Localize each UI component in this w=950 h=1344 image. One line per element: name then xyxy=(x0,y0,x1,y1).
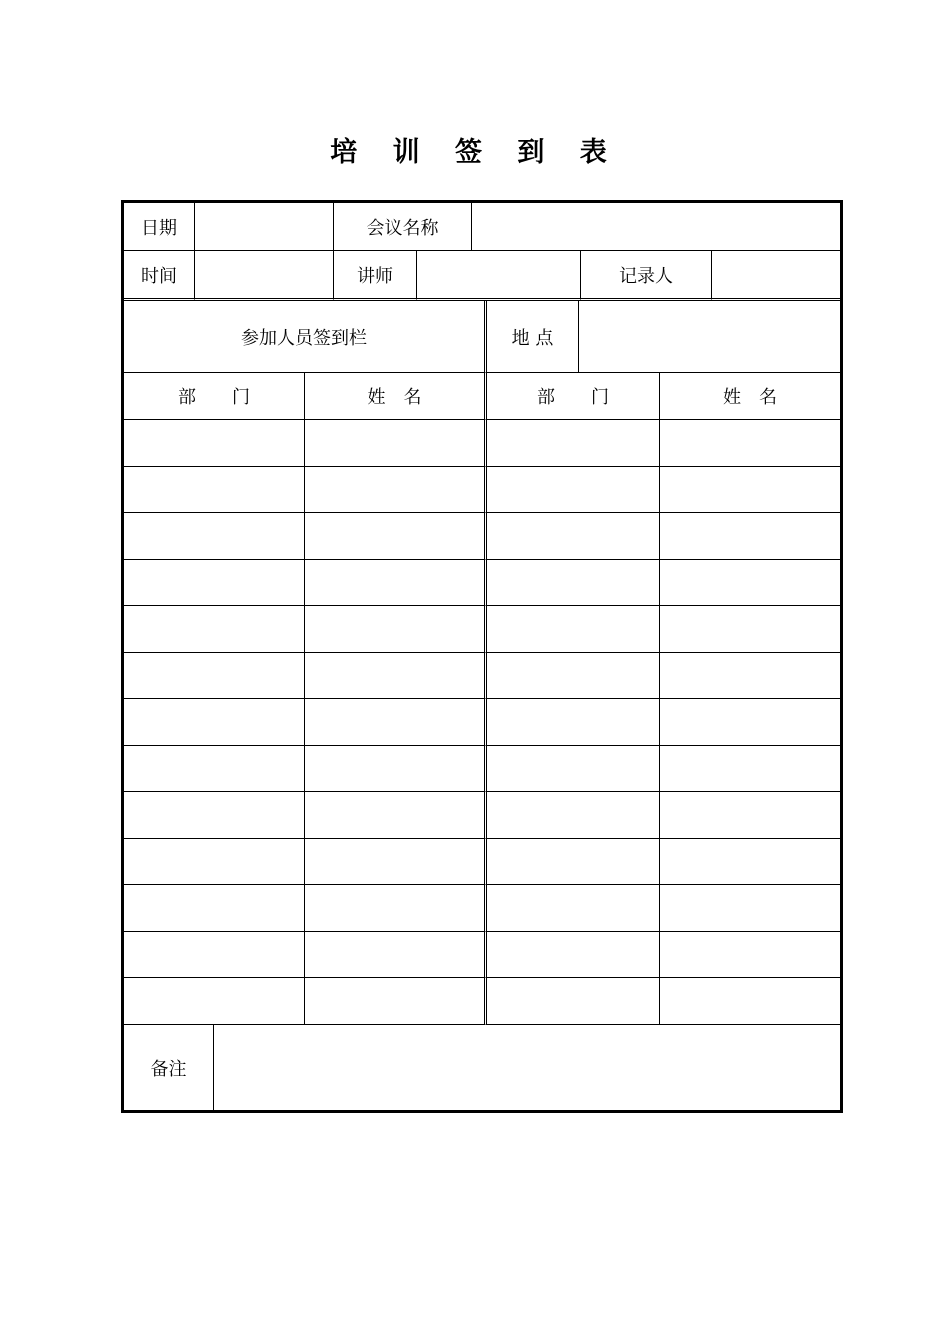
department-cell[interactable] xyxy=(124,885,305,932)
name-cell[interactable] xyxy=(660,885,840,932)
remarks-label: 备注 xyxy=(124,1025,214,1110)
department-cell[interactable] xyxy=(124,839,305,886)
department-cell[interactable] xyxy=(124,792,305,839)
department-cell[interactable] xyxy=(124,932,305,979)
name-cell[interactable] xyxy=(660,746,840,793)
department-cell[interactable] xyxy=(487,792,660,839)
name-cell[interactable] xyxy=(660,560,840,607)
department-cell[interactable] xyxy=(487,839,660,886)
recorder-field[interactable] xyxy=(712,251,840,301)
attendance-header: 参加人员签到栏 xyxy=(124,301,487,373)
column-header-name: 姓 名 xyxy=(305,373,487,420)
name-cell[interactable] xyxy=(660,932,840,979)
remarks-field[interactable] xyxy=(214,1025,840,1110)
department-cell[interactable] xyxy=(487,932,660,979)
lecturer-label: 讲师 xyxy=(334,251,417,301)
department-cell[interactable] xyxy=(124,699,305,746)
name-cell[interactable] xyxy=(305,606,487,653)
meeting-name-label: 会议名称 xyxy=(334,203,472,251)
name-cell[interactable] xyxy=(305,932,487,979)
meeting-name-field[interactable] xyxy=(472,203,840,251)
lecturer-field[interactable] xyxy=(417,251,581,301)
name-cell[interactable] xyxy=(305,653,487,700)
sign-in-form xyxy=(121,200,843,1113)
department-cell[interactable] xyxy=(487,653,660,700)
department-cell[interactable] xyxy=(487,606,660,653)
date-label: 日期 xyxy=(124,203,195,251)
name-cell[interactable] xyxy=(305,420,487,467)
department-cell[interactable] xyxy=(124,653,305,700)
name-cell[interactable] xyxy=(660,978,840,1025)
location-field[interactable] xyxy=(579,301,840,373)
name-cell[interactable] xyxy=(660,606,840,653)
name-cell[interactable] xyxy=(660,420,840,467)
department-cell[interactable] xyxy=(487,513,660,560)
department-cell[interactable] xyxy=(124,746,305,793)
name-cell[interactable] xyxy=(660,792,840,839)
column-header-department: 部 门 xyxy=(487,373,660,420)
name-cell[interactable] xyxy=(305,746,487,793)
department-cell[interactable] xyxy=(487,420,660,467)
name-cell[interactable] xyxy=(660,513,840,560)
time-label: 时间 xyxy=(124,251,195,301)
department-cell[interactable] xyxy=(487,467,660,514)
department-cell[interactable] xyxy=(487,560,660,607)
recorder-label: 记录人 xyxy=(581,251,712,301)
department-cell[interactable] xyxy=(487,746,660,793)
name-cell[interactable] xyxy=(305,885,487,932)
department-cell[interactable] xyxy=(124,560,305,607)
department-cell[interactable] xyxy=(487,978,660,1025)
name-cell[interactable] xyxy=(305,699,487,746)
time-field[interactable] xyxy=(195,251,334,301)
name-cell[interactable] xyxy=(305,792,487,839)
name-cell[interactable] xyxy=(660,699,840,746)
column-header-department: 部 门 xyxy=(124,373,305,420)
name-cell[interactable] xyxy=(305,467,487,514)
name-cell[interactable] xyxy=(660,653,840,700)
department-cell[interactable] xyxy=(124,513,305,560)
name-cell[interactable] xyxy=(305,513,487,560)
name-cell[interactable] xyxy=(660,467,840,514)
department-cell[interactable] xyxy=(124,420,305,467)
location-label: 地 点 xyxy=(487,301,579,373)
name-cell[interactable] xyxy=(305,839,487,886)
department-cell[interactable] xyxy=(487,885,660,932)
date-field[interactable] xyxy=(195,203,334,251)
name-cell[interactable] xyxy=(660,839,840,886)
department-cell[interactable] xyxy=(487,699,660,746)
name-cell[interactable] xyxy=(305,560,487,607)
name-cell[interactable] xyxy=(305,978,487,1025)
department-cell[interactable] xyxy=(124,606,305,653)
department-cell[interactable] xyxy=(124,978,305,1025)
column-header-name: 姓 名 xyxy=(660,373,840,420)
form-title: 培 训 签 到 表 xyxy=(330,137,620,168)
department-cell[interactable] xyxy=(124,467,305,514)
